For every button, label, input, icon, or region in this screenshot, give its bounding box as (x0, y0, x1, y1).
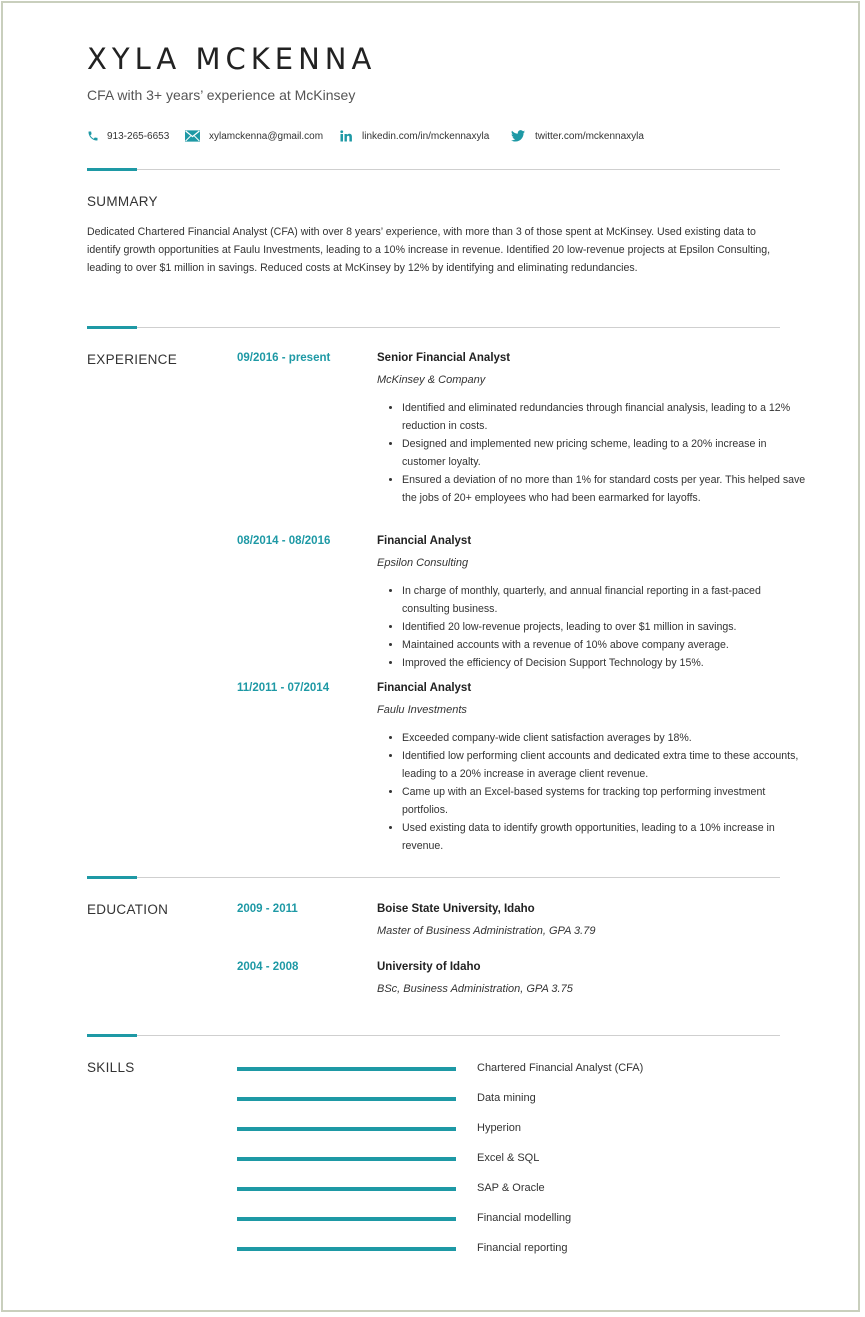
linkedin-icon (340, 130, 352, 142)
list-item: • Ensured a deviation of no more than 1% for standard costs per year. This helped save the jobs of 20+ employees who had been earmarked for layoffs. (402, 471, 807, 507)
candidate-name: XYLA MCKENNA (87, 42, 377, 76)
skill-level-bar (237, 1187, 456, 1191)
skill-level-bar (237, 1157, 456, 1161)
education-school: Boise State University, Idaho (377, 903, 535, 915)
email-icon (185, 130, 200, 142)
job-bullets (385, 729, 807, 855)
section-accent (87, 168, 137, 171)
skill-label: Chartered Financial Analyst (CFA) (477, 1062, 644, 1074)
experience-title: EXPERIENCE (87, 352, 178, 367)
skill-label: Financial reporting (477, 1242, 568, 1254)
list-item: • Identified 20 low-revenue projects, leading to over $1 million in savings. (402, 618, 807, 636)
summary-title: SUMMARY (87, 194, 158, 209)
divider (87, 169, 780, 170)
education-degree: BSc, Business Administration, GPA 3.75 (377, 983, 573, 995)
divider (87, 327, 780, 328)
job-dates: 09/2016 - present (237, 352, 331, 364)
job-company: Faulu Investments (377, 704, 467, 716)
job-company: McKinsey & Company (377, 374, 486, 386)
job-role: Financial Analyst (377, 682, 472, 694)
divider (87, 1035, 780, 1036)
education-school: University of Idaho (377, 961, 481, 973)
email-text: xylamckenna@gmail.com (209, 131, 324, 142)
skill-label: Data mining (477, 1092, 536, 1104)
section-accent (87, 326, 137, 329)
skill-level-bar (237, 1097, 456, 1101)
list-item: • Improved the efficiency of Decision Support Technology by 15%. (402, 654, 807, 672)
contact-twitter[interactable] (511, 129, 671, 145)
list-item: • Came up with an Excel-based systems for tracking top performing investment portfolios. (402, 783, 807, 819)
candidate-tagline: CFA with 3+ years’ experience at McKinsey (87, 87, 356, 103)
skill-level-bar (237, 1217, 456, 1221)
job-role: Financial Analyst (377, 535, 472, 547)
summary-text: Dedicated Chartered Financial Analyst (CFA) with over 8 years’ experience, with more than 3 of those spent at McKinsey. Used existing data to identify growth opportunities at Faulu Investments, leading to a 10% increase in revenue. Identified 20 low-revenue projects at Epsilon Consulting, leading to over $1 million in savings. Reduced costs at McKinsey by 12% by identifying and eliminating redundancies. (87, 226, 771, 275)
phone-text: 913-265-6653 (107, 131, 170, 142)
list-item: • Maintained accounts with a revenue of 10% above company average. (402, 636, 807, 654)
twitter-text: twitter.com/mckennaxyla (535, 131, 644, 142)
skill-label: Hyperion (477, 1122, 522, 1134)
skill-label: SAP & Oracle (477, 1182, 545, 1194)
list-item: • Exceeded company-wide client satisfaction averages by 18%. (402, 729, 807, 747)
divider (87, 877, 780, 878)
skill-label: Financial modelling (477, 1212, 572, 1224)
education-title: EDUCATION (87, 902, 169, 917)
linkedin-text: linkedin.com/in/mckennaxyla (362, 131, 490, 142)
job-company: Epsilon Consulting (377, 557, 469, 569)
education-degree: Master of Business Administration, GPA 3.79 (377, 925, 596, 937)
contact-phone[interactable] (87, 129, 177, 145)
list-item: • Used existing data to identify growth opportunities, leading to a 10% increase in revenue. (402, 819, 807, 855)
job-dates: 08/2014 - 08/2016 (237, 535, 331, 547)
skill-level-bar (237, 1067, 456, 1071)
education-dates: 2004 - 2008 (237, 961, 299, 973)
section-accent (87, 1034, 137, 1037)
list-item: • Designed and implemented new pricing scheme, leading to a 20% increase in customer loyalty. (402, 435, 807, 471)
job-bullets (385, 582, 807, 672)
twitter-icon (511, 130, 525, 142)
list-item: • In charge of monthly, quarterly, and annual financial reporting in a fast-paced consulting business. (402, 582, 807, 618)
list-item: • Identified low performing client accounts and dedicated extra time to these accounts, leading to a 20% increase in average client revenue. (402, 747, 807, 783)
skill-level-bar (237, 1247, 456, 1251)
list-item: • Identified and eliminated redundancies through financial analysis, leading to a 12% reduction in costs. (402, 399, 807, 435)
section-accent (87, 876, 137, 879)
job-bullets (385, 399, 807, 507)
job-dates: 11/2011 - 07/2014 (237, 682, 330, 694)
contact-linkedin[interactable] (340, 129, 510, 145)
skills-title: SKILLS (87, 1060, 135, 1075)
education-dates: 2009 - 2011 (237, 903, 298, 915)
phone-icon (87, 130, 99, 142)
skill-level-bar (237, 1127, 456, 1131)
skill-label: Excel & SQL (477, 1152, 540, 1164)
contact-email[interactable] (185, 129, 335, 145)
job-role: Senior Financial Analyst (377, 352, 511, 364)
